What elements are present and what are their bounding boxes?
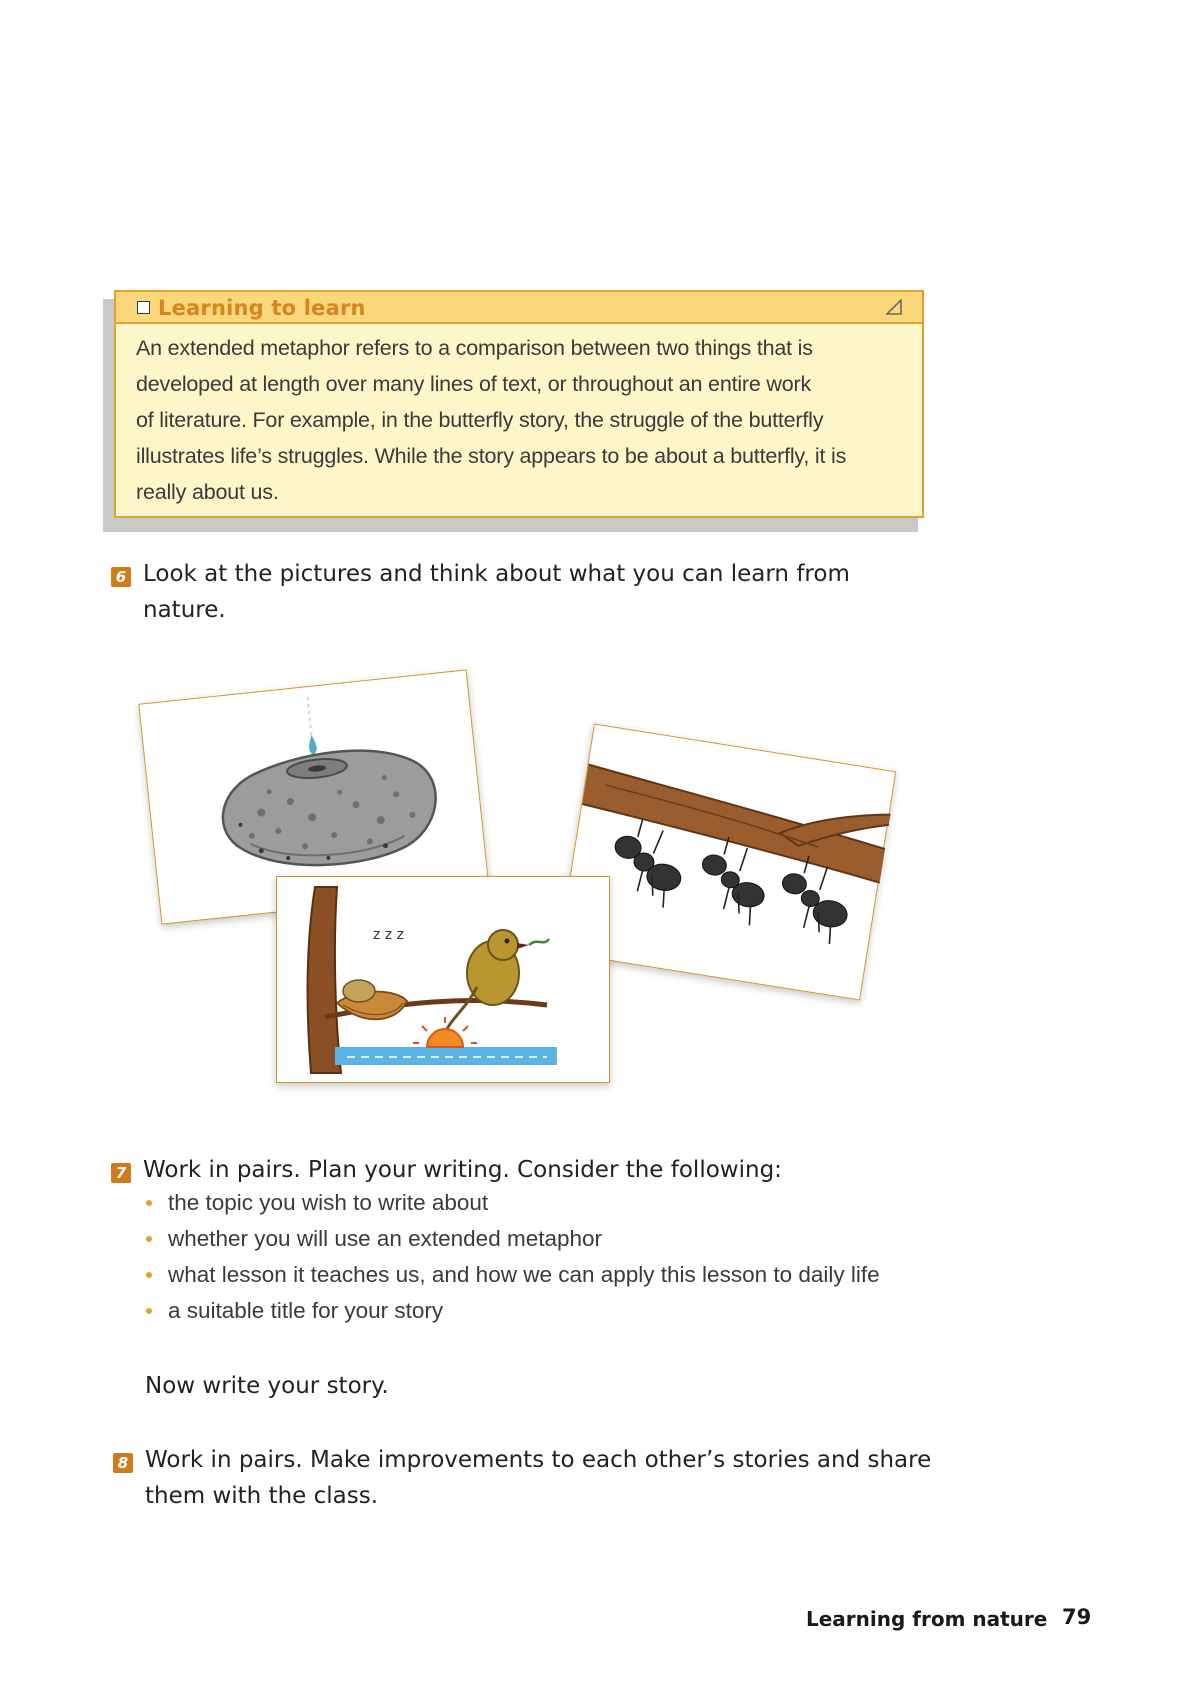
learning-box-line: really about us.	[136, 480, 279, 504]
activity-6-line: nature.	[143, 597, 226, 623]
sun-icon	[427, 1029, 463, 1047]
activity-8-line: Work in pairs. Make improvements to each other’s stories and share	[145, 1447, 932, 1473]
follow-up-text: Now write your story.	[145, 1373, 389, 1399]
sleep-zzz: z z z	[373, 927, 404, 943]
activity-7-instruction	[143, 1152, 782, 1188]
list-item-text: the topic you wish to write about	[168, 1190, 489, 1215]
learning-to-learn-box	[114, 290, 924, 518]
activity-7-follow-up	[145, 1368, 389, 1404]
learning-box-title: Learning to learn	[158, 296, 366, 320]
illustration-birds-nest	[276, 876, 610, 1083]
list-item-text: what lesson it teaches us, and how we can apply this lesson to daily life	[168, 1262, 880, 1287]
learning-box-line: of literature. For example, in the butterfly story, the struggle of the butterfly	[136, 408, 824, 432]
activity-8-line: them with the class.	[145, 1483, 379, 1509]
birds-drawing	[277, 877, 611, 1084]
bullet-icon	[146, 1200, 152, 1206]
learning-box-line: An extended metaphor refers to a comparison between two things that is	[136, 336, 813, 360]
activity-6-instruction	[143, 556, 850, 628]
activity-7-line: Work in pairs. Plan your writing. Consider the following:	[143, 1157, 782, 1183]
corner-triangle-icon	[886, 299, 902, 315]
learning-box-line: developed at length over many lines of text, or throughout an entire work	[136, 372, 812, 396]
bullet-icon	[146, 1236, 152, 1242]
activity-6-line: Look at the pictures and think about what you can learn from	[143, 561, 850, 587]
activity-8-instruction	[145, 1442, 931, 1514]
checkbox-icon	[137, 301, 150, 314]
activity-7-number: 7	[111, 1163, 131, 1183]
page-number: 79	[1062, 1605, 1092, 1629]
learning-box-text	[136, 330, 896, 510]
bullet-icon	[146, 1308, 152, 1314]
activity-8-number: 8	[113, 1453, 133, 1473]
learning-box-line: illustrates life’s struggles. While the story appears to be about a butterfly, it is	[136, 444, 847, 468]
list-item-text: whether you will use an extended metaphor	[168, 1226, 603, 1251]
learning-box-header	[116, 292, 922, 324]
activity-6-number: 6	[111, 567, 131, 587]
bullet-icon	[146, 1272, 152, 1278]
footer-chapter-title: Learning from nature	[806, 1607, 1048, 1631]
water-drop-icon	[308, 735, 318, 756]
list-item-text: a suitable title for your story	[168, 1298, 444, 1323]
